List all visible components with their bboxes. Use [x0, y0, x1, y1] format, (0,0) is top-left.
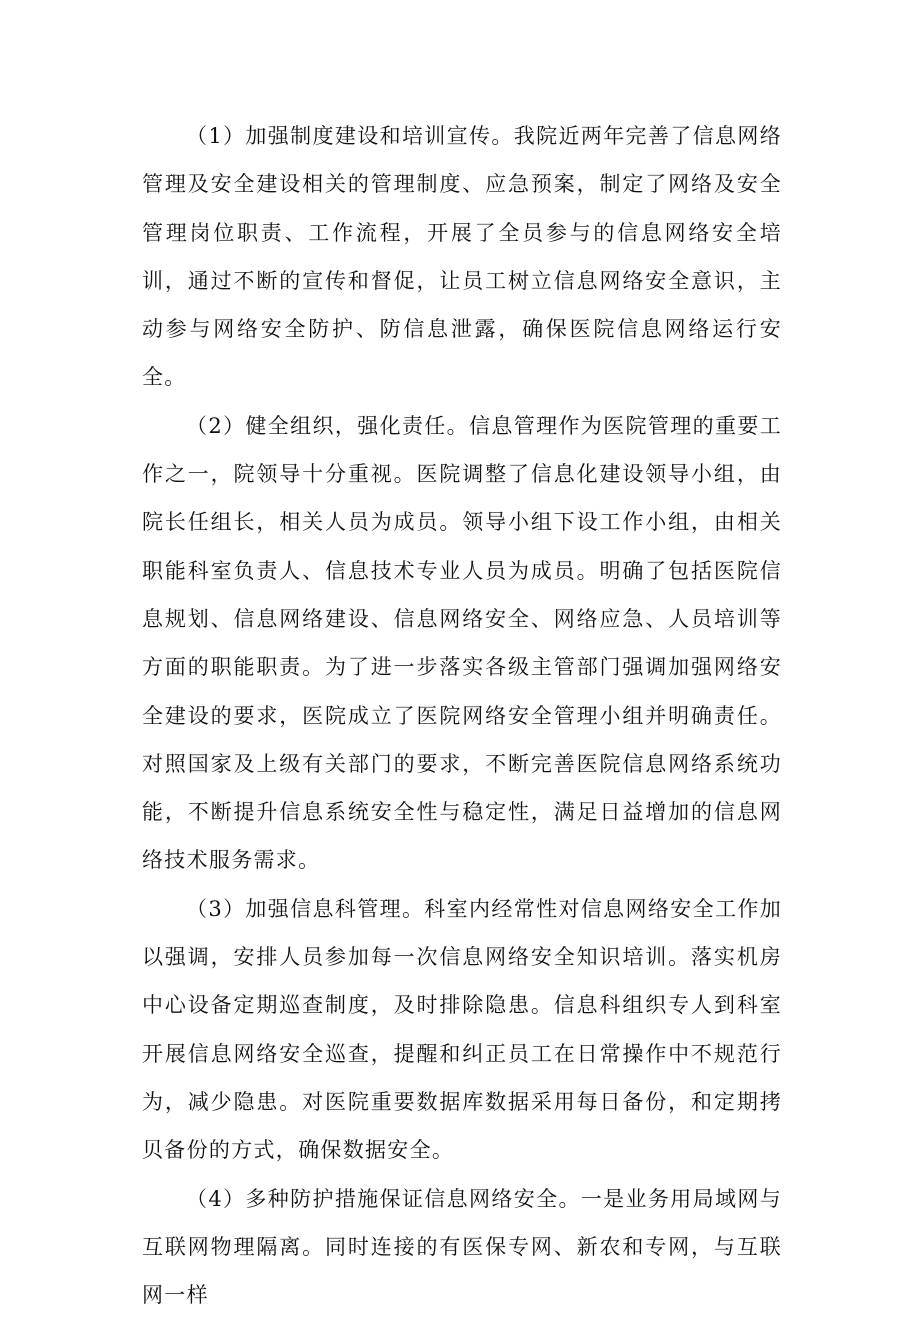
paragraph-3: （3）加强信息科管理。科室内经常性对信息网络安全工作加以强调，安排人员参加每一次信息网络安全知识培训。落实机房中心设备定期巡查制度，及时排除隐患。信息科组织专人到科室开展信息网络安全巡查，提醒和纠正员工在日常操作中不规范行为，减少隐患。对医院重要数据库数据采用每日备份，和定期拷贝备份的方式，确保数据安全。	[142, 896, 782, 1163]
document-body	[142, 112, 782, 1319]
paragraph-1: （1）加强制度建设和培训宣传。我院近两年完善了信息网络管理及安全建设相关的管理制度、应急预案，制定了网络及安全管理岗位职责、工作流程，开展了全员参与的信息网络安全培训，通过不断的宣传和督促，让员工树立信息网络安全意识，主动参与网络安全防护、防信息泄露，确保医院信息网络运行安全。	[142, 124, 782, 390]
paragraph-4: （4）多种防护措施保证信息网络安全。一是业务用局域网与互联网物理隔离。同时连接的有医保专网、新农和专网，与互联网一样	[142, 1186, 782, 1308]
paragraph-2: （2）健全组织，强化责任。信息管理作为医院管理的重要工作之一，院领导十分重视。医院调整了信息化建设领导小组，由院长任组长，相关人员为成员。领导小组下设工作小组，由相关职能科室负责人、信息技术专业人员为成员。明确了包括医院信息规划、信息网络建设、信息网络安全、网络应急、人员培训等方面的职能职责。为了进一步落实各级主管部门强调加强网络安全建设的要求，医院成立了医院网络安全管理小组并明确责任。对照国家及上级有关部门的要求，不断完善医院信息网络系统功能，不断提升信息系统安全性与稳定性，满足日益增加的信息网络技术服务需求。	[142, 413, 782, 873]
